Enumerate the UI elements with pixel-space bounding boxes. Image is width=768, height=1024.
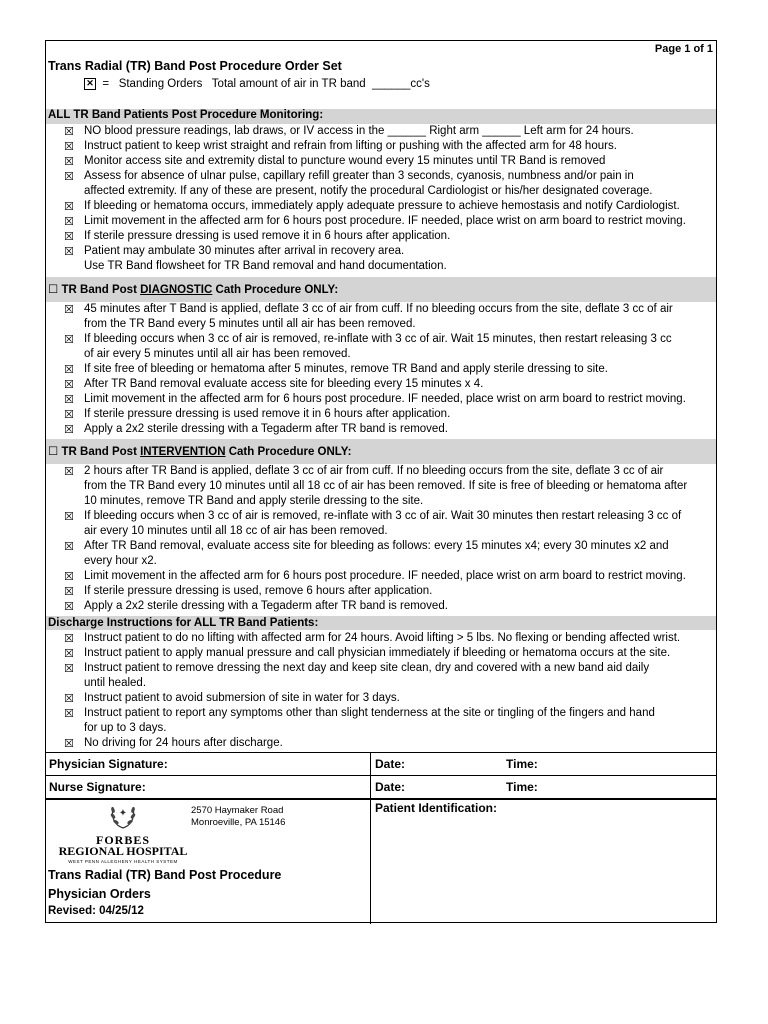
- checklist-item: [64, 139, 714, 154]
- checked-box-icon[interactable]: ☒: [64, 200, 74, 213]
- checked-box-icon[interactable]: ☒: [64, 215, 74, 228]
- checklist-item: [64, 599, 714, 614]
- checked-box-icon[interactable]: ☒: [64, 140, 74, 153]
- checked-box-icon[interactable]: ☒: [64, 423, 74, 436]
- physician-date-label: Date:: [375, 757, 406, 771]
- checklist-item-text: Assess for absence of ulnar pulse, capillary refill greater than 3 seconds, cyanosis, numbness and/or pain in affected extremity. If any of these are present, notify the procedural Cardiologist or his/her designated coverage.: [84, 170, 653, 197]
- checklist-item-text: If site free of bleeding or hematoma after 5 minutes, remove TR Band and apply sterile dressing to site.: [84, 363, 608, 375]
- checked-box-icon[interactable]: ☒: [64, 540, 74, 553]
- checked-box-icon[interactable]: ☒: [64, 363, 74, 376]
- checklist-item-text: Limit movement in the affected arm for 6 hours post procedure. IF needed, place wrist on arm board to restrict moving.: [84, 393, 686, 405]
- physician-signature-label: Physician Signature:: [49, 757, 168, 771]
- divider: [46, 775, 716, 776]
- checklist-item-text: Instruct patient to do no lifting with affected arm for 24 hours. Avoid lifting > 5 lbs. No flexing or bending affected wrist.: [84, 632, 681, 644]
- checklist-item: [64, 646, 714, 661]
- checklist-item-text: Limit movement in the affected arm for 6 hours post procedure. IF needed, place wrist on arm board to restrict moving.: [84, 570, 686, 582]
- laurel-wreath-icon: [108, 801, 138, 831]
- nurse-signature-label: Nurse Signature:: [49, 780, 146, 794]
- checklist-item: [64, 332, 714, 362]
- section-heading-intervention: ☐ TR Band Post INTERVENTION Cath Procedure ONLY:: [46, 439, 716, 464]
- checklist-item-text: Instruct patient to avoid submersion of site in water for 3 days.: [84, 692, 400, 704]
- checklist-item: [64, 631, 714, 646]
- checklist-item: [64, 229, 714, 244]
- checklist-item-text: If bleeding occurs when 3 cc of air is removed, re-inflate with 3 cc of air. Wait 15 minutes, then restart releasing 3 cc of air every 5 minutes until all air has been removed.: [84, 333, 672, 360]
- checked-box-icon[interactable]: ☒: [64, 510, 74, 523]
- checked-box-icon[interactable]: ☒: [64, 647, 74, 660]
- logo-system-line: WEST PENN ALLEGHENY HEALTH SYSTEM: [68, 859, 178, 864]
- checklist-item-text: Patient may ambulate 30 minutes after arrival in recovery area. Use TR Band flowsheet for TR Band removal and hand documentation.: [84, 245, 447, 272]
- checklist-item-text: Instruct patient to remove dressing the next day and keep site clean, dry and covered with a new band aid daily until healed.: [84, 662, 650, 689]
- checked-box-icon[interactable]: ☒: [64, 465, 74, 478]
- checklist-item-text: Monitor access site and extremity distal to puncture wound every 15 minutes until TR Band is removed: [84, 155, 606, 167]
- checked-box-icon[interactable]: ☒: [64, 170, 74, 183]
- checklist-item: [64, 509, 714, 539]
- checklist-item: [64, 407, 714, 422]
- checklist-item: [64, 377, 714, 392]
- checklist-item: [64, 169, 714, 199]
- checklist-item: [64, 464, 714, 509]
- checked-box-icon[interactable]: ☒: [64, 632, 74, 645]
- hospital-address: 2570 Haymaker Road Monroeville, PA 15146: [191, 805, 286, 828]
- divider: [370, 752, 371, 798]
- order-set-form: [45, 40, 717, 923]
- nurse-date-label: Date:: [375, 780, 406, 794]
- checked-box-icon[interactable]: ☒: [64, 570, 74, 583]
- checklist-item: [64, 691, 714, 706]
- checklist-item: [64, 539, 714, 569]
- logo-name-line2: REGIONAL HOSPITAL: [58, 844, 188, 858]
- legend-text: = Standing Orders Total amount of air in TR band ______cc's: [102, 78, 430, 91]
- checklist-item: [64, 422, 714, 437]
- checklist-item: [64, 124, 714, 139]
- unchecked-box-icon[interactable]: ☐: [48, 444, 59, 458]
- checklist-item-text: Limit movement in the affected arm for 6 hours post procedure. IF needed, place wrist on arm board to restrict moving.: [84, 215, 686, 227]
- hospital-logo: [58, 801, 188, 865]
- page-number: Page 1 of 1: [654, 43, 713, 55]
- divider: [46, 752, 716, 753]
- checklist-item: [64, 154, 714, 169]
- checklist-item: [64, 569, 714, 584]
- checked-box-icon[interactable]: ☒: [64, 408, 74, 421]
- section-heading-monitoring: ALL TR Band Patients Post Procedure Monitoring:: [46, 109, 716, 124]
- checked-box-icon[interactable]: ☒: [64, 662, 74, 675]
- physician-time-label: Time:: [506, 757, 538, 771]
- checklist-item: [64, 736, 714, 751]
- checklist-item-text: If sterile pressure dressing is used remove it in 6 hours after application.: [84, 230, 451, 242]
- svg-text:✦: ✦: [118, 808, 128, 819]
- checked-box-icon[interactable]: ☒: [64, 378, 74, 391]
- checklist-item: [64, 302, 714, 332]
- checklist-item: [64, 392, 714, 407]
- checked-box-icon[interactable]: ☒: [64, 333, 74, 346]
- checklist-item: [64, 214, 714, 229]
- footer-form-title-line1: Trans Radial (TR) Band Post Procedure: [48, 868, 282, 882]
- footer-form-title-line2: Physician Orders: [48, 887, 151, 901]
- form-title: Trans Radial (TR) Band Post Procedure Order Set: [48, 59, 342, 73]
- divider: [370, 798, 371, 924]
- checklist-item-text: 2 hours after TR Band is applied, deflate 3 cc of air from cuff. If no bleeding occurs from the site, deflate 3 cc of air from the TR Band every 10 minutes until all 18 cc of air has been removed. If site is free of bleeding or hematoma after 10 minutes, remove TR Band and apply sterile dressing to the site.: [84, 465, 688, 507]
- checked-box-icon[interactable]: ☒: [64, 707, 74, 720]
- checked-box-icon: ✕: [84, 78, 96, 90]
- checked-box-icon[interactable]: ☒: [64, 303, 74, 316]
- checked-box-icon[interactable]: ☒: [64, 600, 74, 613]
- checklist-item-text: Instruct patient to report any symptoms other than slight tenderness at the site or tingling of the fingers and hand for up to 3 days.: [84, 707, 655, 734]
- checklist-item-text: 45 minutes after T Band is applied, deflate 3 cc of air from cuff. If no bleeding occurs from the site, deflate 3 cc of air from the TR Band every 5 minutes until all air has been removed.: [84, 303, 673, 330]
- checklist-item-text: Apply a 2x2 sterile dressing with a Tegaderm after TR band is removed.: [84, 600, 448, 612]
- checklist-item-text: NO blood pressure readings, lab draws, or IV access in the ______ Right arm ______ Left arm for 24 hours.: [84, 125, 634, 137]
- checklist-item: [64, 244, 714, 274]
- checklist-item-text: After TR Band removal evaluate access site for bleeding every 15 minutes x 4.: [84, 378, 484, 390]
- checklist-item: [64, 584, 714, 599]
- checklist-item-text: Instruct patient to keep wrist straight and refrain from lifting or pushing with the affected arm for 48 hours.: [84, 140, 617, 152]
- checklist-item-text: Apply a 2x2 sterile dressing with a Tegaderm after TR band is removed.: [84, 423, 448, 435]
- checked-box-icon[interactable]: ☒: [64, 692, 74, 705]
- checked-box-icon[interactable]: ☒: [64, 393, 74, 406]
- checklist-item-text: If sterile pressure dressing is used remove it in 6 hours after application.: [84, 408, 451, 420]
- checklist-item-text: If sterile pressure dressing is used, remove 6 hours after application.: [84, 585, 433, 597]
- checklist-item-text: No driving for 24 hours after discharge.: [84, 737, 283, 749]
- checklist-item: [64, 199, 714, 214]
- checklist-item-text: If bleeding occurs when 3 cc of air is removed, re-inflate with 3 cc of air. Wait 30 minutes then restart releasing 3 cc of air every 10 minutes until all 18 cc of air has been removed.: [84, 510, 682, 537]
- checked-box-icon[interactable]: ☒: [64, 737, 74, 750]
- checked-box-icon[interactable]: ☒: [64, 585, 74, 598]
- unchecked-box-icon[interactable]: ☐: [48, 282, 59, 296]
- checked-box-icon[interactable]: ☒: [64, 245, 74, 258]
- checked-box-icon[interactable]: ☒: [64, 155, 74, 168]
- section-heading-discharge: Discharge Instructions for ALL TR Band Patients:: [46, 616, 716, 630]
- checklist-item-text: Instruct patient to apply manual pressure and call physician immediately if bleeding or hematoma occurs at the site.: [84, 647, 671, 659]
- revised-date: Revised: 04/25/12: [48, 905, 144, 917]
- patient-identification-label: Patient Identification:: [375, 801, 498, 815]
- section-heading-diagnostic: ☐ TR Band Post DIAGNOSTIC Cath Procedure ONLY:: [46, 277, 716, 302]
- divider: [46, 798, 716, 800]
- checked-box-icon[interactable]: ☒: [64, 230, 74, 243]
- nurse-time-label: Time:: [506, 780, 538, 794]
- checklist-item-text: After TR Band removal, evaluate access site for bleeding as follows: every 15 minutes x4; every 30 minutes x2 and every hour x2.: [84, 540, 669, 567]
- checklist-item: [64, 362, 714, 377]
- checklist-item: [64, 661, 714, 691]
- legend-row: [84, 78, 430, 90]
- checklist-item: [64, 706, 714, 736]
- checked-box-icon[interactable]: ☒: [64, 125, 74, 138]
- logo-name-line1: FORBES: [95, 833, 150, 847]
- checklist-item-text: If bleeding or hematoma occurs, immediately apply adequate pressure to achieve hemostasis and notify Cardiologist.: [84, 200, 680, 212]
